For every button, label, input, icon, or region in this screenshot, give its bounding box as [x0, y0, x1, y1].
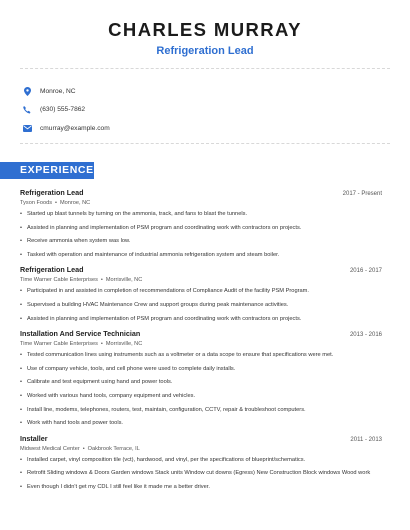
candidate-name: CHARLES MURRAY [108, 19, 302, 40]
job-location: Morrisville, NC [105, 341, 143, 348]
bullet-item: • Install line, modems, telephones, routers, test, maintain, configuration, CCTV, repair & troubleshoot computers. [20, 407, 382, 414]
job-entry [20, 434, 382, 491]
contact-location [22, 82, 110, 100]
separator-dot: • [82, 445, 85, 452]
job-company-line [20, 277, 382, 283]
bullet-item: • Supervised a building HVAC Maintenance Crew and support groups during peak maintenance activities. [20, 302, 382, 309]
bullet-item: • Assisted in planning and implementation of PSM program and coordinating work with contractors on projects. [20, 316, 382, 323]
job-entry [20, 188, 382, 259]
job-company: Midwest Medical Center [20, 445, 80, 452]
job-header [20, 434, 382, 443]
bullet-item: • Participated in and assisted in completion of recommendations of Compliance Audit of the facility PSM Program. [20, 288, 382, 295]
job-header [20, 265, 382, 274]
bullet-item: • Installed carpet, vinyl composition tile (vct), hardwood, and vinyl, per the specifications of blueprint/schematics. [20, 457, 382, 464]
job-bullets [20, 211, 382, 259]
job-header [20, 329, 382, 338]
job-title: Installer [20, 433, 48, 443]
contact-divider [20, 143, 390, 144]
contact-info [22, 82, 110, 138]
job-entry [20, 265, 382, 322]
phone-text: (630) 555-7862 [40, 106, 86, 113]
job-dates: 2017 - Present [342, 191, 382, 197]
bullet-item: • Worked with various hand tools, company equipment and vehicles. [20, 393, 382, 400]
contact-email[interactable] [22, 119, 110, 137]
bullet-item: • Receive ammonia when system was low. [20, 238, 382, 245]
job-dates: 2011 - 2013 [350, 436, 382, 443]
job-bullets [20, 288, 382, 322]
location-text: Monroe, NC [40, 87, 76, 95]
bullet-item: • Even though I didn't get my CDL I still feel like it made me a better driver. [20, 484, 382, 491]
job-company-line [20, 200, 382, 206]
experience-section-title: EXPERIENCE [20, 164, 94, 176]
experience-list [20, 188, 382, 498]
job-location: Oakbrook Terrace, IL [87, 445, 140, 452]
bullet-item: • Started up blast tunnels by turning on the ammonia, track, and fans to blast the tunnels. [20, 211, 382, 218]
separator-dot: • [55, 200, 57, 206]
job-company: Time Warner Cable Enterprises [20, 277, 98, 284]
job-company-line [20, 341, 382, 347]
job-company-line [20, 446, 382, 452]
contact-phone [22, 101, 110, 119]
separator-dot: • [100, 341, 103, 348]
bullet-item: • Work with hand tools and power tools. [20, 420, 382, 427]
job-company: Tyson Foods [20, 200, 53, 206]
resume-header [0, 0, 410, 58]
email-icon [22, 123, 32, 133]
bullet-item: • Tasked with operation and maintenance of industrial ammonia refrigeration system and steam boiler. [20, 252, 382, 259]
bullet-item: • Tested communication lines using instruments such as a voltmeter or a data scope to ensure that specifications were met. [20, 352, 382, 359]
job-location: Monroe, NC [60, 200, 91, 206]
job-entry [20, 329, 382, 427]
job-dates: 2016 - 2017 [349, 268, 382, 275]
job-title: Refrigeration Lead [20, 265, 84, 275]
phone-icon [22, 105, 32, 115]
job-bullets [20, 352, 382, 427]
bullet-item: • Calibrate and test equipment using hand and power tools. [20, 379, 382, 386]
job-company: Time Warner Cable Enterprises [20, 341, 98, 348]
bullet-item: • Use of company vehicle, tools, and cell phone were used to complete daily installs. [20, 366, 382, 373]
bullet-item: • Retrofit Sliding windows & Doors Garden windows Stack units Window cut downs (Egress) New Construction Block windows Wood work [20, 470, 382, 477]
separator-dot: • [100, 277, 103, 284]
experience-section-banner [0, 162, 94, 179]
job-header [20, 188, 382, 197]
job-title: Refrigeration Lead [20, 188, 84, 197]
header-divider [20, 68, 390, 69]
job-bullets [20, 457, 382, 491]
candidate-title: Refrigeration Lead [156, 45, 254, 57]
job-title: Installation And Service Technician [20, 329, 141, 339]
job-dates: 2013 - 2016 [349, 332, 382, 339]
location-pin-icon [22, 86, 32, 96]
job-location: Morrisville, NC [105, 277, 143, 284]
bullet-item: • Assisted in planning and implementation of PSM program and coordinating work with contractors on projects. [20, 225, 382, 232]
email-text[interactable]: cmurray@example.com [40, 124, 110, 132]
